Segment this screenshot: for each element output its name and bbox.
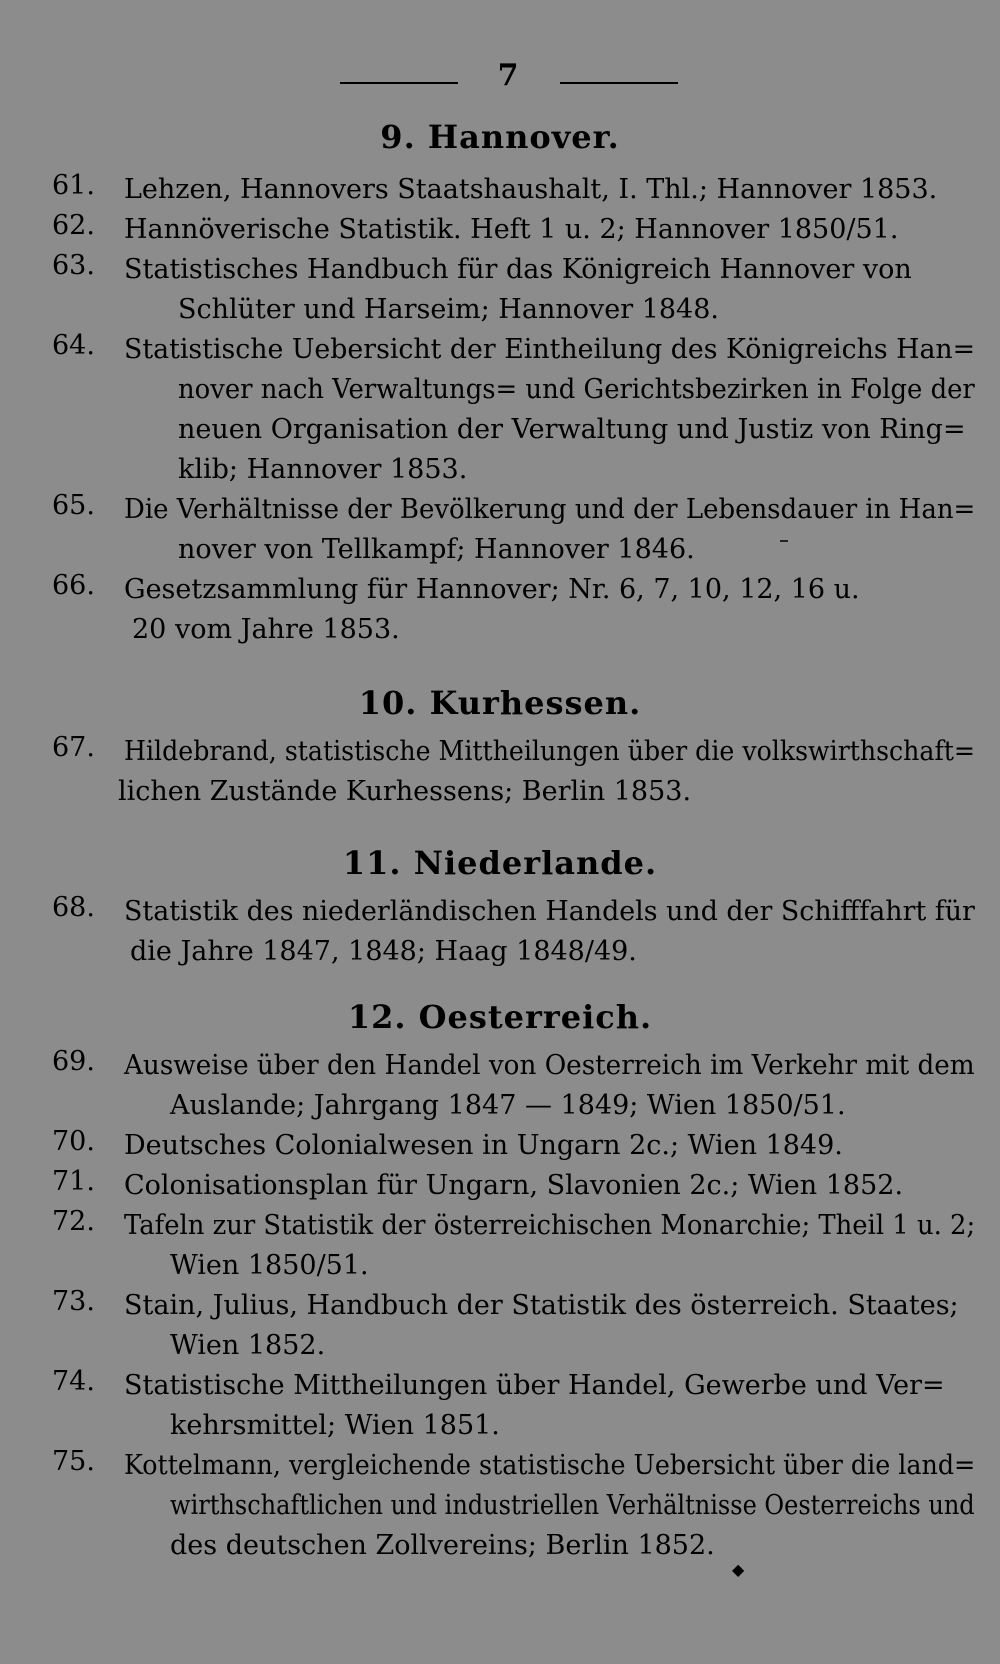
entry-line: Deutsches Colonialwesen in Ungarn 2c.; Wien 1849. bbox=[124, 1130, 843, 1161]
entry-line: Gesetzsammlung für Hannover; Nr. 6, 7, 10, 12, 16 u. bbox=[124, 574, 860, 605]
entry-line: Statistische Mittheilungen über Handel, Gewerbe und Ver= bbox=[124, 1370, 945, 1401]
entry-number: 64. bbox=[52, 330, 95, 361]
entry-line: Statistik des niederländischen Handels und der Schifffahrt für bbox=[124, 896, 975, 927]
entry-line: 20 vom Jahre 1853. bbox=[132, 614, 400, 645]
section-heading-hannover: 9. Hannover. bbox=[380, 118, 620, 156]
header-rule-left bbox=[340, 82, 458, 84]
entry-line: Tafeln zur Statistik der österreichischen Monarchie; Theil 1 u. 2; bbox=[124, 1210, 976, 1241]
entry-number: 73. bbox=[52, 1286, 95, 1317]
entry-line: klib; Hannover 1853. bbox=[178, 454, 468, 485]
entry-number: 74. bbox=[52, 1366, 95, 1397]
entry-line: kehrsmittel; Wien 1851. bbox=[170, 1410, 500, 1441]
entry-line: Wien 1850/51. bbox=[170, 1250, 369, 1281]
page-header bbox=[0, 58, 1000, 98]
entry-line: Die Verhältnisse der Bevölkerung und der Lebensdauer in Han= bbox=[124, 494, 976, 525]
entry-line: des deutschen Zollvereins; Berlin 1852. bbox=[170, 1530, 715, 1561]
entry-line: Kottelmann, vergleichende statistische Uebersicht über die land= bbox=[124, 1450, 976, 1481]
entry-line: Auslande; Jahrgang 1847 — 1849; Wien 1850/51. bbox=[170, 1090, 846, 1121]
entry-number: 61. bbox=[52, 170, 95, 201]
entry-line: Hildebrand, statistische Mittheilungen über die volkswirthschaft= bbox=[124, 736, 976, 767]
entry-line: Statistisches Handbuch für das Königreich Hannover von bbox=[124, 254, 912, 285]
entry-line: Hannöverische Statistik. Heft 1 u. 2; Hannover 1850/51. bbox=[124, 214, 899, 245]
entry-line: Colonisationsplan für Ungarn, Slavonien 2c.; Wien 1852. bbox=[124, 1170, 904, 1201]
entry-line: Statistische Uebersicht der Eintheilung des Königreichs Han= bbox=[124, 334, 976, 365]
diamond-mark-icon: ◆ bbox=[732, 1560, 745, 1579]
entry-number: 62. bbox=[52, 210, 95, 241]
entry-number: 65. bbox=[52, 490, 95, 521]
section-heading-niederlande: 11. Niederlande. bbox=[342, 844, 658, 882]
entry-line: die Jahre 1847, 1848; Haag 1848/49. bbox=[130, 936, 637, 967]
entry-number: 63. bbox=[52, 250, 95, 281]
entry-line: nover von Tellkampf; Hannover 1846. bbox=[178, 534, 695, 565]
entry-number: 68. bbox=[52, 892, 95, 923]
entry-number: 70. bbox=[52, 1126, 95, 1157]
entry-number: 71. bbox=[52, 1166, 95, 1197]
entry-line: Wien 1852. bbox=[170, 1330, 326, 1361]
entry-number: 67. bbox=[52, 732, 95, 763]
entry-line: Ausweise über den Handel von Oesterreich im Verkehr mit dem bbox=[124, 1050, 975, 1081]
entry-number: 66. bbox=[52, 570, 95, 601]
header-rule-right bbox=[560, 82, 678, 84]
entry-number: 75. bbox=[52, 1446, 95, 1477]
page-number: 7 bbox=[497, 58, 519, 93]
section-heading-kurhessen: 10. Kurhessen. bbox=[358, 684, 642, 722]
entry-line: lichen Zustände Kurhessens; Berlin 1853. bbox=[118, 776, 692, 807]
ink-dash-mark bbox=[780, 540, 788, 542]
section-heading-oesterreich: 12. Oesterreich. bbox=[347, 998, 653, 1036]
entry-line: Stain, Julius, Handbuch der Statistik des österreich. Staates; bbox=[124, 1290, 959, 1321]
entry-number: 72. bbox=[52, 1206, 95, 1237]
entry-line: neuen Organisation der Verwaltung und Justiz von Ring= bbox=[178, 414, 966, 445]
entry-line: wirthschaftlichen und industriellen Verhältnisse Oesterreichs und bbox=[170, 1490, 975, 1521]
entry-line: nover nach Verwaltungs= und Gerichtsbezirken in Folge der bbox=[178, 374, 975, 405]
entry-number: 69. bbox=[52, 1046, 95, 1077]
entry-line: Lehzen, Hannovers Staatshaushalt, I. Thl.; Hannover 1853. bbox=[124, 174, 938, 205]
entry-line: Schlüter und Harseim; Hannover 1848. bbox=[178, 294, 719, 325]
